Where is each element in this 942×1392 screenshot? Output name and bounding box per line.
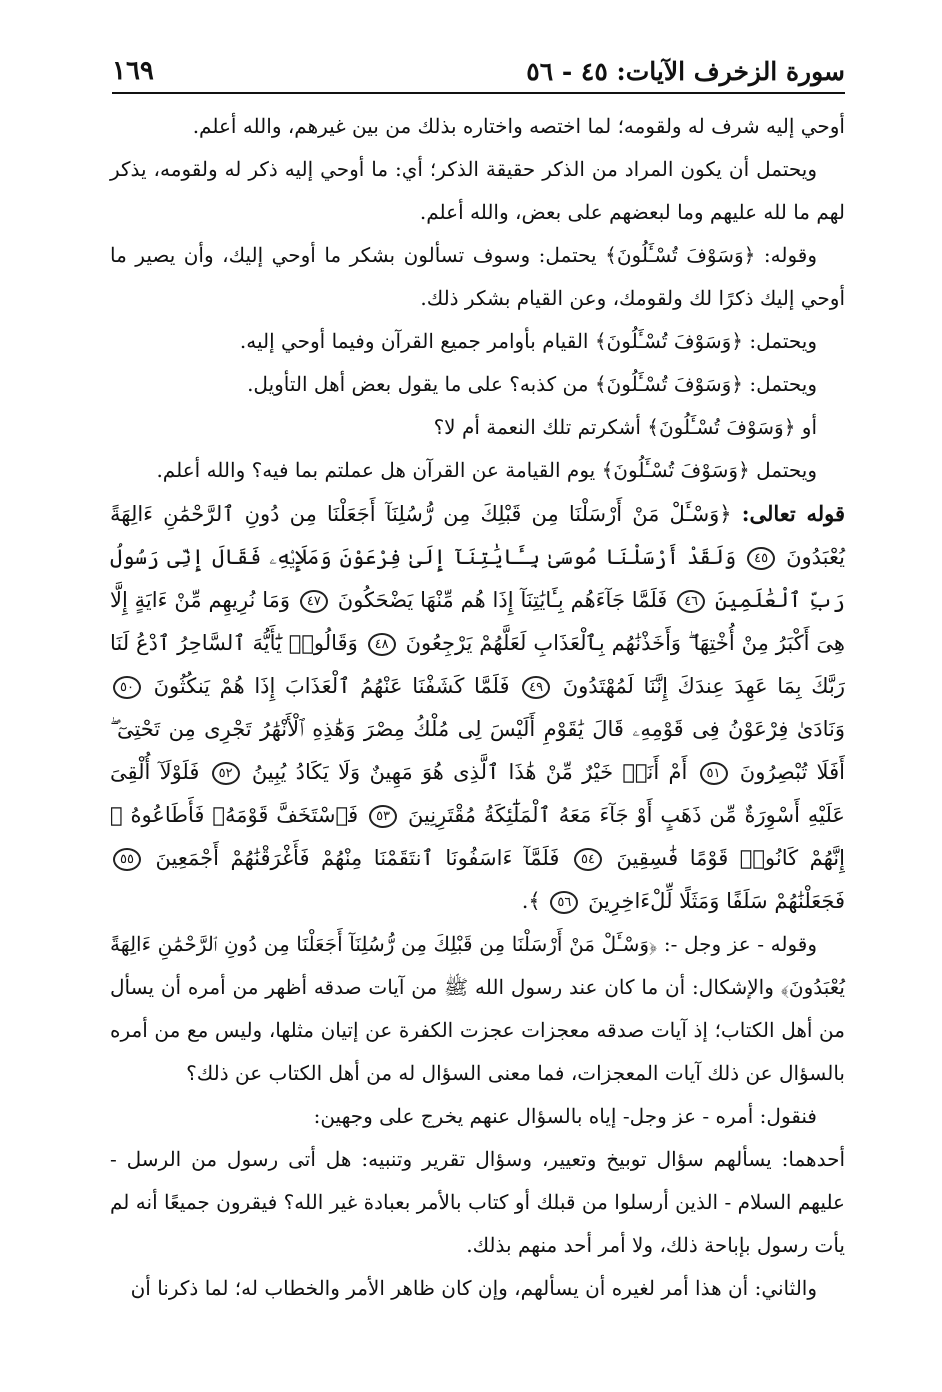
verses-lead: قوله تعالى:	[741, 501, 845, 526]
paragraph: وقوله: ﴿وَسَوْفَ تُسْـَٔلُونَ﴾ يحتمل: وسوف تسألون بشكر ما أوحي إليك، وأن يصير ما أوحي إليك ذكرًا لك ولقومك، وعن القيام بشكر ذلك.	[110, 243, 845, 310]
ayah-number-marker: ٤٥	[747, 547, 775, 570]
page-number: ١٦٩	[112, 56, 154, 86]
verse-text: وَمَا نُرِيهِم مِّنْ ءَايَةٍ إِلَّا هِىَ أَكْبَرُ مِنْ أُخْتِهَا ۖ وَأَخَذْنَٰهُم بِٱلْعَذَابِ لَعَلَّهُمْ يَرْجِعُونَ	[110, 588, 845, 655]
verse-text: فَلَمَّآ ءَاسَفُونَا ٱنتَقَمْنَا مِنْهُمْ فَأَغْرَقْنَٰهُمْ أَجْمَعِينَ	[155, 846, 560, 870]
paragraph: أو ﴿وَسَوْفَ تُسْـَٔلُونَ﴾ أشكرتم تلك النعمة أم لا؟	[433, 415, 817, 439]
paragraph: ويحتمل: ﴿وَسَوْفَ تُسْـَٔلُونَ﴾ القيام بأوامر جميع القرآن وفيما أوحي إليه.	[239, 329, 817, 353]
page-header	[112, 50, 845, 94]
paragraph: والثاني: أن هذا أمر لغيره أن يسألهم، وإن كان ظاهر الأمر والخطاب له؛ لما ذكرنا أن	[130, 1276, 817, 1300]
ayah-number-marker: ٤٧	[300, 590, 328, 613]
ayah-number-marker: ٥٢	[212, 762, 240, 785]
ayah-number-marker: ٥٣	[369, 805, 397, 828]
verse-text: وَنَادَىٰ فِرْعَوْنُ فِى قَوْمِهِۦ قَالَ يَٰقَوْمِ أَلَيْسَ لِى مُلْكُ مِصْرَ وَهَٰذِهِ ٱلْأَنْهَٰرُ تَجْرِى مِن تَحْتِىٓ ۖ أَفَلَا تُبْصِرُونَ	[110, 717, 845, 784]
ayah-number-marker: ٥١	[700, 762, 728, 785]
verse-text: فَلَمَّا جَآءَهُم بِـَٔايَٰتِنَآ إِذَا هُم مِّنْهَا يَضْحَكُونَ	[337, 588, 668, 612]
verse-text: ﴿وَسْـَٔلْ مَنْ أَرْسَلْنَا مِن قَبْلِكَ مِن رُّسُلِنَآ أَجَعَلْنَا مِن دُونِ ٱلرَّحْمَٰنِ ءَالِهَةً يُعْبَدُونَ	[110, 502, 845, 569]
paragraph: أحدهما: يسألهم سؤال توبيخ وتعيير، وسؤال تقرير وتنبيه: هل أتى رسول من الرسل - عليهم السلام - الذين أرسلوا من قبلك أو كتاب بالأمر بعبادة غير الله؟ فيقرون جميعًا أنه لم يأت رسول بإباحة ذلك، ولا أمر أحد منهم بذلك.	[110, 1147, 845, 1257]
page-body	[110, 105, 845, 1310]
verses-close: ﴾.	[521, 889, 541, 913]
paragraph: ويحتمل أن يكون المراد من الذكر حقيقة الذكر؛ أي: ما أوحي إليه ذكر له ولقومه، يذكر لهم ما لله عليهم وما لبعضهم على بعض، والله أعلم.	[110, 157, 845, 224]
ayah-number-marker: ٥٤	[574, 848, 602, 871]
verse-text: وَلَقَدْ أَرْسَلْنَا مُوسَىٰ بِـَٔايَٰتِنَآ إِلَىٰ فِرْعَوْنَ وَمَلَإِي۟هِۦ فَقَالَ إِنِّى رَسُولُ رَبِّ ٱلْعَٰلَمِينَ	[110, 545, 845, 612]
ayah-number-marker: ٥٠	[113, 676, 141, 699]
verse-text: فَلَوْلَآ أُلْقِىَ عَلَيْهِ أَسْوِرَةٌ مِّن ذَهَبٍ أَوْ جَآءَ مَعَهُ ٱلْمَلَٰٓئِكَةُ مُقْتَرِنِينَ	[110, 760, 845, 827]
verse-text: وَقَالُوا۟ يَٰٓأَيُّهَ ٱلسَّاحِرُ ٱدْعُ لَنَا رَبَّكَ بِمَا عَهِدَ عِندَكَ إِنَّنَا لَمُهْتَدُونَ	[110, 631, 845, 698]
verse-text: فَٱسْتَخَفَّ قَوْمَهُۥ فَأَطَاعُوهُ ۚ إِنَّهُمْ كَانُوا۟ قَوْمًا فَٰسِقِينَ	[110, 803, 845, 870]
paragraph: ويحتمل ﴿وَسَوْفَ تُسْـَٔلُونَ﴾ يوم القيامة عن القرآن هل عملتم بما فيه؟ والله أعلم.	[156, 458, 817, 482]
ayah-number-marker: ٤٩	[522, 676, 550, 699]
paragraph: فنقول: أمره - عز وجل- إياه بالسؤال عنهم يخرج على وجهين:	[313, 1104, 817, 1128]
ayah-number-marker: ٤٨	[368, 633, 396, 656]
quran-verses-block	[110, 492, 845, 923]
paragraph: وقوله - عز وجل -: ﴿وَسْـَٔلْ مَنْ أَرْسَلْنَا مِن قَبْلِكَ مِن رُّسُلِنَآ أَجَعَلْنَا مِن دُونِ ٱلرَّحْمَٰنِ ءَالِهَةً يُعْبَدُونَ﴾ والإشكال: أن ما كان عند رسول الله ﷺ من آيات صدقه أظهر من أمره أن يسأل من أهل الكتاب؛ إذ آيات صدقه معجزات عجزت الكفرة عن إتيان مثلها، وليس مع من أمره بالسؤال عن ذلك آيات المعجزات، فما معنى السؤال له من أهل الكتاب عن ذلك؟	[110, 932, 845, 1085]
verse-text: أَمْ أَنَا۠ خَيْرٌ مِّنْ هَٰذَا ٱلَّذِى هُوَ مَهِينٌ وَلَا يَكَادُ يُبِينُ	[251, 760, 688, 784]
verse-text: فَجَعَلْنَٰهُمْ سَلَفًا وَمَثَلًا لِّلْءَاخِرِينَ	[588, 889, 845, 913]
ayah-number-marker: ٥٥	[113, 848, 141, 871]
paragraph: أوحي إليه شرف له ولقومه؛ لما اختصه واختاره بذلك من بين غيرهم، والله أعلم.	[192, 114, 845, 138]
paragraph: ويحتمل: ﴿وَسَوْفَ تُسْـَٔلُونَ﴾ من كذبه؟ على ما يقول بعض أهل التأويل.	[247, 372, 817, 396]
running-title: سورة الزخرف الآيات: ٤٥ - ٥٦	[526, 57, 845, 86]
verse-text: فَلَمَّا كَشَفْنَا عَنْهُمُ ٱلْعَذَابَ إِذَا هُمْ يَنكُثُونَ	[153, 674, 510, 698]
ayah-number-marker: ٤٦	[677, 590, 705, 613]
ayah-number-marker: ٥٦	[550, 891, 578, 914]
